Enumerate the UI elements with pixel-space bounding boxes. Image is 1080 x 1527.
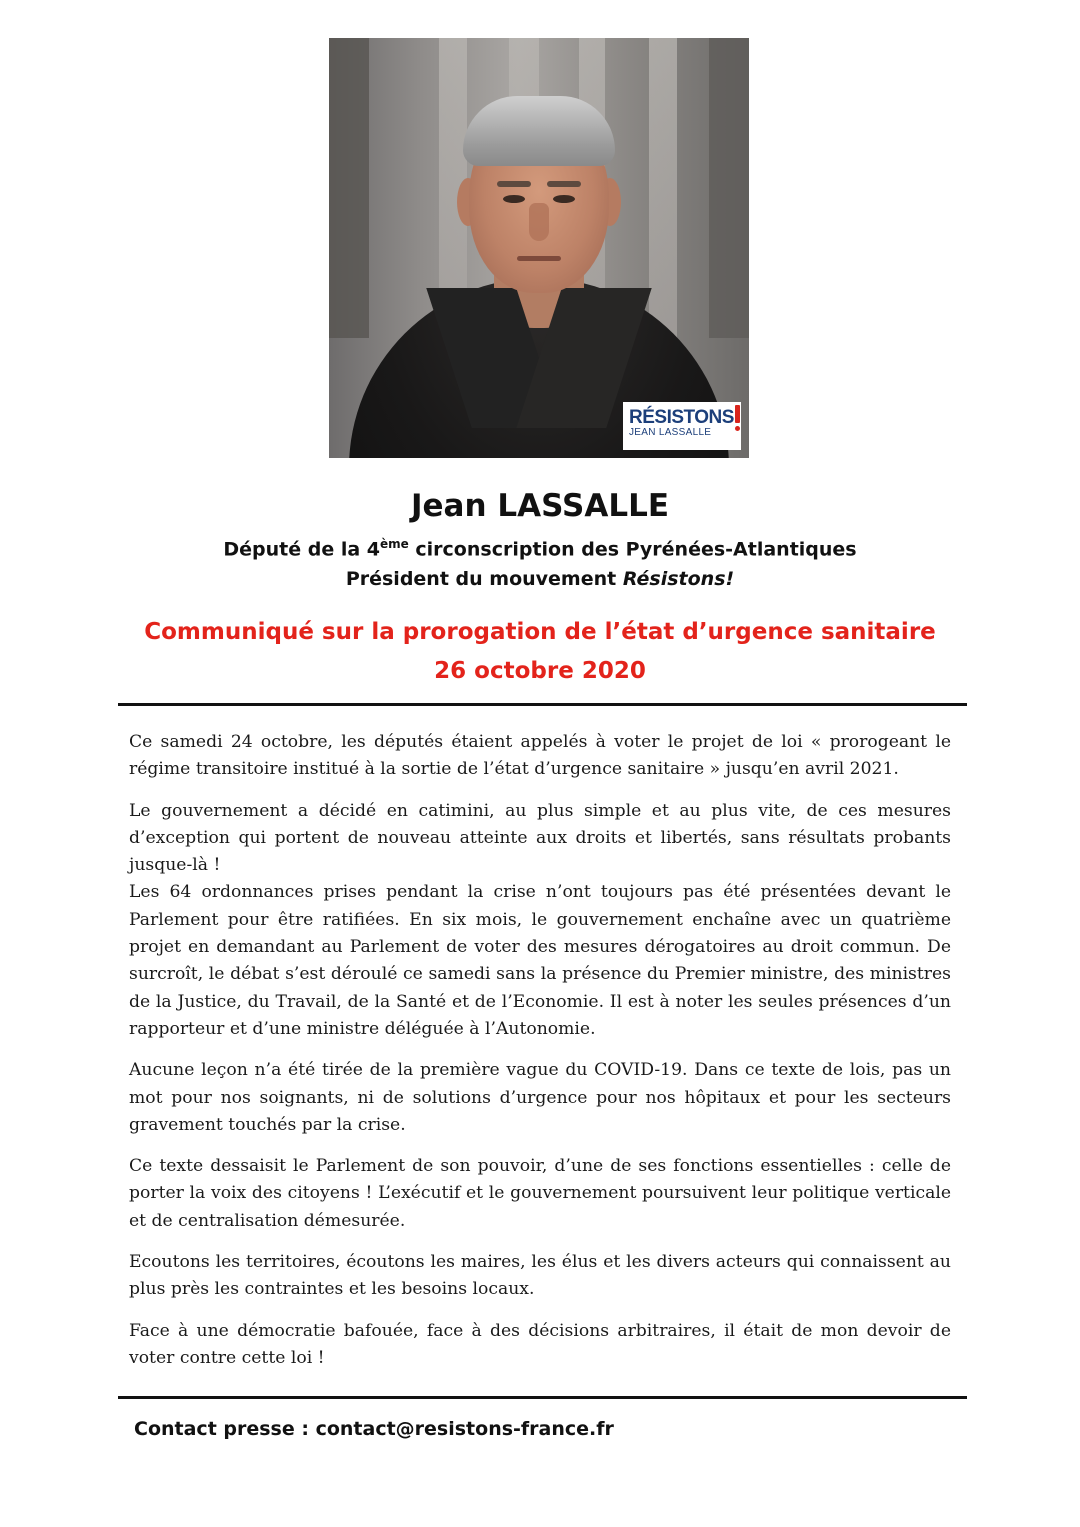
ordinal-superscript: ème bbox=[380, 537, 409, 551]
role-line-deputy bbox=[0, 537, 1080, 560]
body-paragraph: Ce texte dessaisit le Parlement de son pouvoir, d’une de ses fonctions essentielles : celle de porter la voix des citoyens ! L’exécutif et le gouvernement poursuivent leur politique verticale et de centralisation démesurée. bbox=[129, 1156, 951, 1231]
top-divider bbox=[118, 703, 967, 706]
body-paragraph: Ecoutons les territoires, écoutons les maires, les élus et les divers acteurs qui connaissent au plus près les contraintes et les besoins locaux. bbox=[129, 1252, 951, 1300]
body-paragraph: Les 64 ordonnances prises pendant la crise n’ont toujours pas été présentées devant le Parlement pour être ratifiées. En six mois, le gouvernement enchaîne avec un quatrième projet en demandant au Parlement de voter des mesures dérogatoires au droit commun. De surcroît, le débat s’est déroulé ce samedi sans la présence du Premier ministre, des ministres de la Justice, du Travail, de la Santé et de l’Economie. Il est à noter les seules présences d’un rapporteur et d’une ministre déléguée à l’Autonomie. bbox=[129, 882, 951, 1039]
role-deputy-prefix: Député de la 4 bbox=[223, 538, 380, 561]
eyebrow bbox=[497, 181, 531, 187]
body-paragraph: Aucune leçon n’a été tirée de la première vague du COVID-19. Dans ce texte de lois, pas un mot pour nos soignants, ni de solutions d’urgence pour nos hôpitaux et pour les secteurs gravement touchés par la crise. bbox=[129, 1060, 951, 1135]
press-contact: Contact presse : contact@resistons-france.fr bbox=[134, 1418, 614, 1440]
communique-body bbox=[129, 729, 951, 1372]
hair bbox=[463, 96, 615, 166]
role-president-prefix: Président du mouvement bbox=[345, 568, 623, 590]
movement-name: Résistons! bbox=[622, 568, 735, 590]
background-building bbox=[329, 38, 369, 338]
background-column bbox=[649, 38, 677, 338]
body-paragraph: Face à une démocratie bafouée, face à des décisions arbitraires, il était de mon devoir de voter contre cette loi ! bbox=[129, 1320, 951, 1368]
logo-sub-text: JEAN LASSALLE bbox=[629, 427, 712, 438]
exclamation-icon bbox=[734, 405, 735, 431]
logo-main-text: RÉSISTONS bbox=[629, 407, 734, 428]
background-building bbox=[709, 38, 749, 338]
role-deputy-suffix: circonscription des Pyrénées-Atlantiques bbox=[408, 538, 857, 561]
portrait-photo bbox=[329, 38, 749, 458]
communique-date: 26 octobre 2020 bbox=[434, 658, 646, 684]
eye bbox=[503, 195, 525, 203]
eye bbox=[553, 195, 575, 203]
body-paragraph: Le gouvernement a décidé en catimini, au plus simple et au plus vite, de ces mesures d’exception qui portent de nouveau atteinte aux droits et libertés, sans résultats probants jusque-là ! bbox=[129, 800, 951, 876]
role-line-president bbox=[0, 568, 1080, 590]
bottom-divider bbox=[118, 1396, 967, 1399]
eyebrow bbox=[547, 181, 581, 187]
nose bbox=[529, 203, 549, 241]
communique-title: Communiqué sur la prorogation de l’état d’urgence sanitaire bbox=[144, 619, 936, 645]
mouth bbox=[517, 256, 561, 261]
person-name: Jean LASSALLE bbox=[410, 488, 670, 524]
resistons-logo bbox=[623, 402, 741, 450]
body-paragraph: Ce samedi 24 octobre, les députés étaient appelés à voter le projet de loi « prorogeant le régime transitoire institué à la sortie de l’état d’urgence sanitaire » jusqu’en avril 2021. bbox=[129, 732, 951, 780]
